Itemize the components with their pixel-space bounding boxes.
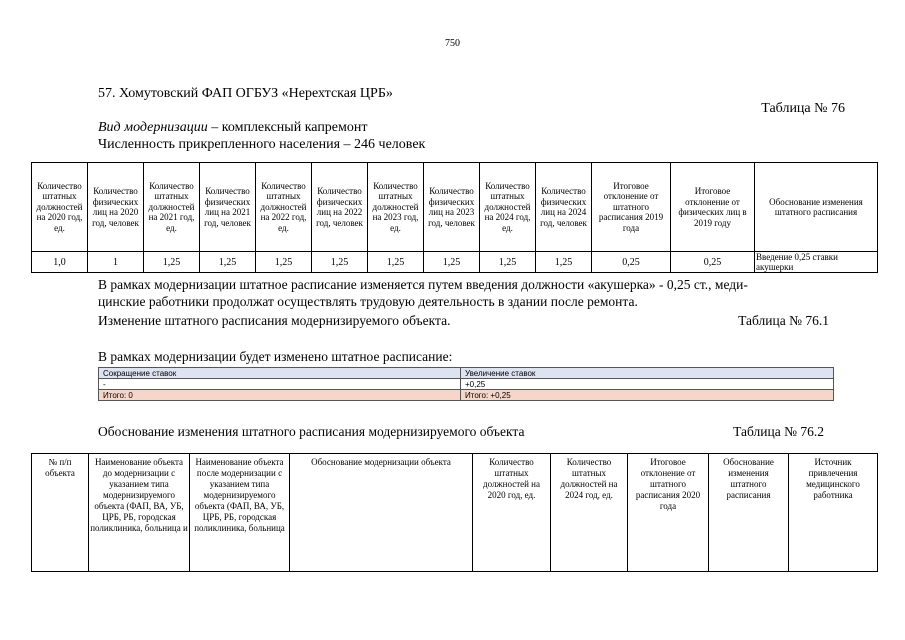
table-cell: 0,25 xyxy=(592,252,671,273)
table-cell: 1 xyxy=(88,252,144,273)
section-title: 57. Хомутовский ФАП ОГБУЗ «Нерехтская ЦРБ» xyxy=(98,86,393,101)
table-cell: +0,25 xyxy=(461,379,834,390)
paragraph-line-1: В рамках модернизации штатное расписание изменяется путем введения должности «акушерка» - 0,25 ст., меди- xyxy=(98,277,748,292)
table-cell: 1,25 xyxy=(144,252,200,273)
staff-change-intro: В рамках модернизации будет изменено штатное расписание: xyxy=(98,349,453,364)
table-76-label: Таблица № 76 xyxy=(761,101,845,116)
table-762-header: Количество штатных должностей на 2024 год, ед. xyxy=(551,454,628,572)
table-762-header: Источник привлечения медицинского работника xyxy=(789,454,878,572)
table-762-header: Наименование объекта после модернизации с указанием типа модернизируемого объекта (ФАП, ВА, УБ, ЦРБ, РБ, городская поликлиника, больница xyxy=(190,454,290,572)
table-76-header-row xyxy=(32,163,878,252)
table-761-label: Таблица № 76.1 xyxy=(738,313,829,328)
justification-title: Обоснование изменения штатного расписания модернизируемого объекта xyxy=(98,424,525,439)
table-cell: 1,25 xyxy=(312,252,368,273)
page-number: 750 xyxy=(445,38,460,49)
table-762-header: Количество штатных должностей на 2020 год, ед. xyxy=(473,454,551,572)
table-cell: 1,25 xyxy=(536,252,592,273)
table-cell: 0,25 xyxy=(671,252,755,273)
table-cell: Итого: 0 xyxy=(99,390,461,401)
table-cell: Итого: +0,25 xyxy=(461,390,834,401)
table-row xyxy=(99,379,834,390)
table-cell: 1,25 xyxy=(480,252,536,273)
table-76-header: Количество физических лиц на 2020 год, человек xyxy=(88,163,144,252)
table-76-header: Количество штатных должностей на 2021 год, ед. xyxy=(144,163,200,252)
table-761-header: Сокращение ставок xyxy=(99,368,461,379)
table-76-1 xyxy=(98,367,834,401)
table-cell: 1,25 xyxy=(368,252,424,273)
table-762-header: Обоснование модернизации объекта xyxy=(290,454,473,572)
table-76-header: Количество физических лиц на 2024 год, человек xyxy=(536,163,592,252)
table-76 xyxy=(31,162,878,273)
table-762-header-row xyxy=(32,454,878,572)
table-76-header: Количество штатных должностей на 2023 год, ед. xyxy=(368,163,424,252)
table-762-label: Таблица № 76.2 xyxy=(733,424,824,439)
table-762-header: Итоговое отклонение от штатного расписания 2020 года xyxy=(628,454,709,572)
modernization-type-label: Вид модернизации xyxy=(98,120,208,135)
table-762-header: Наименование объекта до модернизации с указанием типа модернизируемого объекта (ФАП, ВА, УБ, ЦРБ, РБ, городская поликлиника, больница и xyxy=(89,454,190,572)
paragraph-line-2: цинские работники продолжат осуществлять трудовую деятельность в здании после ремонта. xyxy=(98,294,638,309)
table-cell: 1,25 xyxy=(256,252,312,273)
table-761-header: Увеличение ставок xyxy=(461,368,834,379)
table-cell: - xyxy=(99,379,461,390)
table-cell: Введение 0,25 ставки акушерки xyxy=(755,252,878,273)
table-761-total-row xyxy=(99,390,834,401)
table-76-header: Количество физических лиц на 2023 год, человек xyxy=(424,163,480,252)
table-row xyxy=(32,252,878,273)
table-76-header: Количество физических лиц на 2021 год, человек xyxy=(200,163,256,252)
table-761-header-row xyxy=(99,368,834,379)
table-cell: 1,25 xyxy=(200,252,256,273)
modernization-type xyxy=(98,120,368,136)
modernization-type-value: – комплексный капремонт xyxy=(207,120,368,135)
table-762-header: Обоснование изменения штатного расписания xyxy=(709,454,789,572)
table-cell: 1,0 xyxy=(32,252,88,273)
table-76-header: Итоговое отклонение от физических лиц в 2019 году xyxy=(671,163,755,252)
population-line: Численность прикрепленного населения – 246 человек xyxy=(98,137,426,152)
table-cell: 1,25 xyxy=(424,252,480,273)
table-762-header: № п/п объекта xyxy=(32,454,89,572)
table-76-header: Количество штатных должностей на 2022 год, ед. xyxy=(256,163,312,252)
table-76-header: Количество штатных должностей на 2024 год, ед. xyxy=(480,163,536,252)
table-76-header: Количество физических лиц на 2022 год, человек xyxy=(312,163,368,252)
table-76-2 xyxy=(31,453,878,572)
table-76-header: Количество штатных должностей на 2020 год, ед. xyxy=(32,163,88,252)
table-76-header: Итоговое отклонение от штатного расписания 2019 года xyxy=(592,163,671,252)
staff-change-title: Изменение штатного расписания модернизируемого объекта. xyxy=(98,313,451,328)
table-76-header: Обоснование изменения штатного расписания xyxy=(755,163,878,252)
